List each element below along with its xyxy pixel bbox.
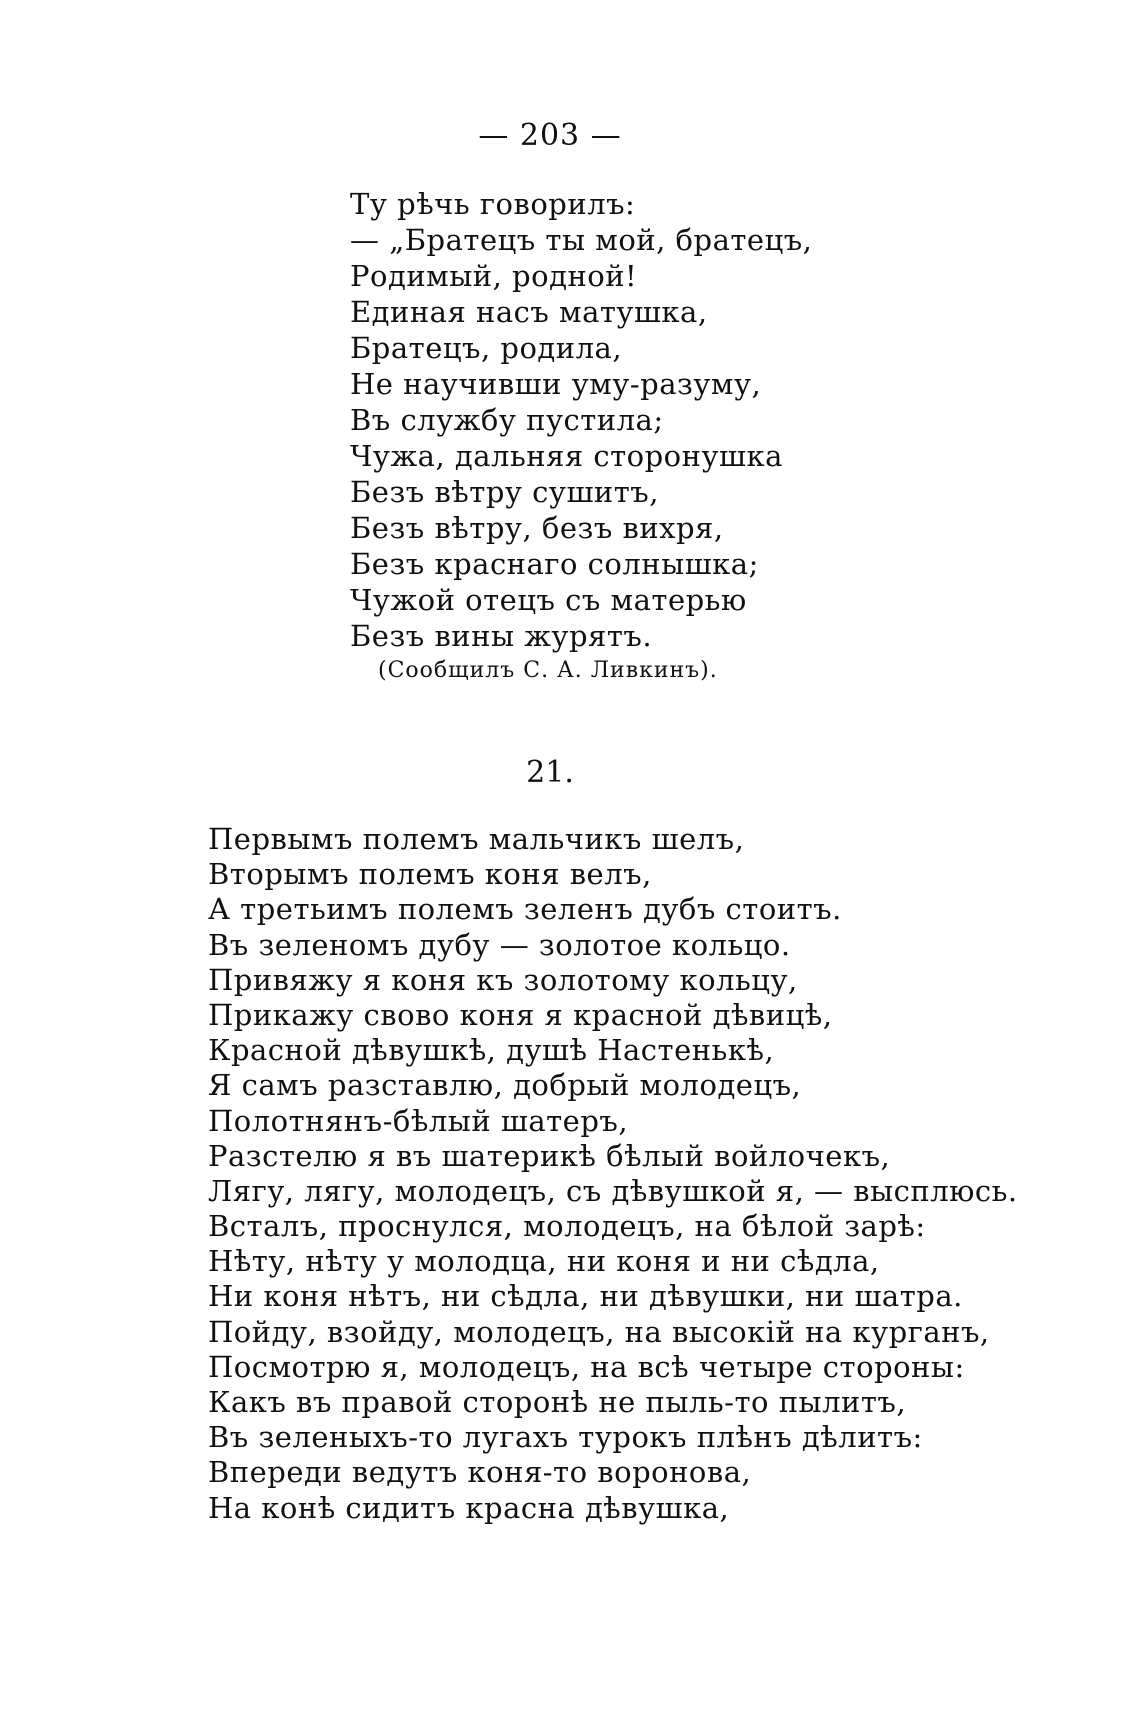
poem-line: Лягу, лягу, молодецъ, съ дѣвушкой я, — высплюсь. [208, 1173, 1018, 1208]
top-poem [350, 186, 812, 654]
poem-line: Впереди ведутъ коня-то воронова, [208, 1455, 752, 1490]
poem-line: Посмотрю я, молодецъ, на всѣ четыре стороны: [208, 1349, 965, 1384]
poem-line: Всталъ, проснулся, молодецъ, на бѣлой зарѣ: [208, 1209, 926, 1244]
poem-line: Безъ вѣтру, безъ вихря, [350, 511, 724, 545]
poem-line: Полотнянъ-бѣлый шатеръ, [208, 1103, 629, 1138]
poem-line: На конѣ сидитъ красна дѣвушка, [208, 1490, 730, 1525]
poem-line: Пойду, взойду, молодецъ, на высокій на курганъ, [208, 1314, 990, 1349]
poem-line: Въ зеленыхъ-то лугахъ турокъ плѣнъ дѣлитъ: [208, 1420, 923, 1455]
attribution: (Сообщилъ С. А. Ливкинъ). [378, 658, 718, 683]
poem-line: Какъ въ правой сторонѣ не пыль-то пылитъ, [208, 1385, 907, 1419]
poem-line: Не научивши уму-разуму, [350, 367, 762, 401]
poem-line: Прикажу свово коня я красной дѣвицѣ, [208, 997, 833, 1032]
poem-line: А третьимъ полемъ зеленъ дубъ стоитъ. [208, 892, 842, 927]
poem-line: Нѣту, нѣту у молодца, ни коня и ни сѣдла, [208, 1244, 880, 1279]
section-poem [208, 822, 1018, 1526]
poem-line: Разстелю я въ шатерикѣ бѣлый войлочекъ, [208, 1138, 891, 1173]
poem-line: Безъ вины журятъ. [350, 619, 653, 653]
poem-line: Безъ вѣтру сушитъ, [350, 475, 659, 509]
poem-line: Ту рѣчь говорилъ: [350, 187, 636, 221]
poem-line: Вторымъ полемъ коня велъ, [208, 857, 652, 892]
poem-line: Въ зеленомъ дубу — золотое кольцо. [208, 927, 791, 962]
poem-line: Чужой отецъ съ матерью [350, 583, 747, 617]
poem-line: Красной дѣвушкѣ, душѣ Настенькѣ, [208, 1033, 775, 1068]
poem-line: Родимый, родной! [350, 259, 638, 293]
poem-line: — „Братецъ ты мой, братецъ, [350, 223, 813, 257]
poem-line: Чужа, дальняя сторонушка [350, 439, 783, 473]
poem-line: Привяжу я коня къ золотому кольцу, [208, 962, 798, 997]
poem-line: Первымъ полемъ мальчикъ шелъ, [208, 822, 745, 856]
poem-line: Я самъ разставлю, добрый молодецъ, [208, 1068, 802, 1103]
poem-line: Безъ краснаго солнышка; [350, 547, 759, 581]
poem-line: Ни коня нѣтъ, ни сѣдла, ни дѣвушки, ни шатра. [208, 1279, 963, 1314]
section-number: 21. [526, 755, 574, 790]
poem-line: Братецъ, родила, [350, 331, 623, 365]
page-number: — 203 — [478, 118, 622, 153]
poem-line: Единая насъ матушка, [350, 295, 708, 329]
poem-line: Въ службу пустила; [350, 403, 664, 437]
